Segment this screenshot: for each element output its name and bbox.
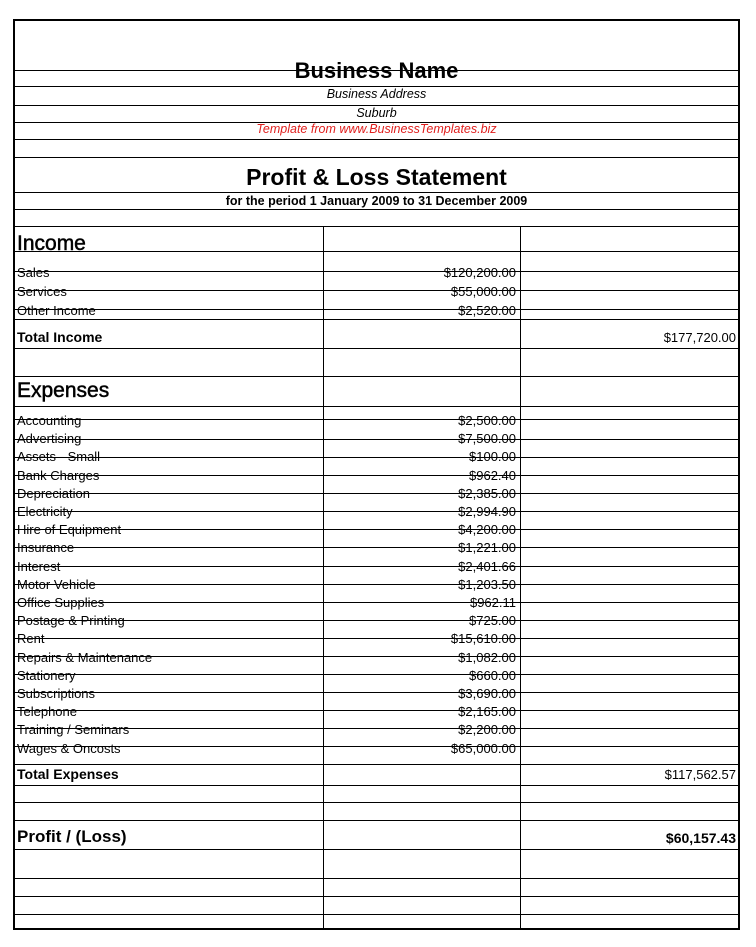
row-divider [15,511,738,512]
row-divider [15,584,738,585]
row-divider [15,820,738,821]
row-divider [15,139,738,140]
expense-item-label: Postage & Printing [17,613,125,629]
expense-item-label: Interest [17,558,61,574]
row-divider [15,251,738,252]
income-item-amount: $2,520.00 [458,303,516,318]
expense-item-amount: $962.11 [469,595,516,610]
expense-item-label: Insurance [17,540,75,556]
expense-item-amount: $4,200.00 [458,522,516,538]
expense-item-amount: $65,000.00 [450,740,516,756]
income-item-label: Other Income [17,303,96,318]
row-divider [15,878,738,879]
expense-item-label: Hire of Equipment [17,522,122,538]
pl-statement-sheet [13,19,740,930]
row-divider [15,271,738,272]
expense-item-label: Accounting [17,413,82,428]
row-divider [15,746,738,747]
row-divider [15,209,738,210]
row-divider [15,419,738,420]
profit-loss-value: $60,157.43 [665,830,736,846]
row-divider [15,566,738,567]
template-note: Template from www.BusinessTemplates.biz [256,122,497,136]
row-divider [15,547,738,548]
expense-item-label: Wages & Oncosts [17,740,121,756]
expense-item-label: Training / Seminars [17,722,130,738]
row-divider [15,602,738,603]
business-name: Business Name [294,58,459,83]
income-item-label: Sales [17,265,50,280]
column-divider [323,226,324,930]
row-divider [15,493,738,494]
expense-item-amount: $2,994.90 [458,504,516,519]
row-divider [15,192,738,193]
expense-item-amount: $1,203.50 [458,576,516,592]
expense-item-label: Repairs & Maintenance [17,649,153,665]
row-divider [15,914,738,915]
expense-item-label: Telephone [17,704,77,720]
expense-item-label: Bank Charges [17,467,100,483]
expense-item-label: Depreciation [17,485,90,501]
row-divider [15,157,738,158]
total-expenses-label: Total Expenses [17,766,119,782]
total-expenses-value: $117,562.57 [664,767,736,782]
row-divider [15,290,738,291]
income-heading: Income [17,232,86,255]
row-divider [15,406,738,407]
row-divider [15,802,738,803]
expense-item-amount: $15,610.00 [450,631,516,647]
row-divider [15,309,738,310]
expense-item-amount: $2,500.00 [458,413,516,428]
income-item-amount: $55,000.00 [450,284,516,299]
row-divider [15,529,738,530]
expense-item-amount: $660.00 [469,667,516,683]
expense-item-amount: $7,500.00 [458,431,516,447]
row-divider [15,849,738,850]
expense-item-amount: $1,082.00 [458,649,516,665]
expense-item-amount: $1,221.00 [458,540,516,556]
row-divider [15,319,738,320]
row-divider [15,785,738,786]
income-item-label: Services [17,284,67,299]
expense-item-label: Subscriptions [17,686,96,701]
business-address: Business Address [326,87,427,101]
row-divider [15,692,738,693]
expense-item-amount: $2,165.00 [458,704,516,720]
row-divider [15,638,738,639]
row-divider [15,226,738,227]
expense-item-amount: $962.40 [469,467,516,483]
row-divider [15,475,738,476]
row-divider [15,376,738,377]
expense-item-label: Rent [17,631,45,647]
statement-period: for the period 1 January 2009 to 31 December 2009 [225,194,528,208]
expenses-heading: Expenses [17,379,110,402]
expense-item-label: Office Supplies [17,595,105,610]
profit-loss-label: Profit / (Loss) [17,827,127,846]
expense-item-amount: $2,401.66 [458,558,516,574]
suburb: Suburb [356,106,397,120]
expense-item-label: Assets - Small [17,449,101,465]
total-income-value: $177,720.00 [663,330,736,345]
expense-item-label: Stationery [17,667,76,683]
row-divider [15,896,738,897]
statement-title: Profit & Loss Statement [246,164,507,190]
expense-item-amount: $2,200.00 [458,722,516,738]
total-income-label: Total Income [17,329,103,345]
expense-item-amount: $725.00 [469,613,516,629]
expense-item-label: Electricity [17,504,73,519]
expense-item-amount: $2,385.00 [458,485,516,501]
column-divider [520,226,521,930]
row-divider [15,710,738,711]
row-divider [15,457,738,458]
income-item-amount: $120,200.00 [443,265,516,280]
expense-item-amount: $100.00 [469,449,516,465]
row-divider [15,764,738,765]
expense-item-label: Motor Vehicle [17,576,96,592]
row-divider [15,348,738,349]
expense-item-label: Advertising [17,431,82,447]
row-divider [15,674,738,675]
row-divider [15,439,738,440]
expense-item-amount: $3,690.00 [458,686,516,701]
